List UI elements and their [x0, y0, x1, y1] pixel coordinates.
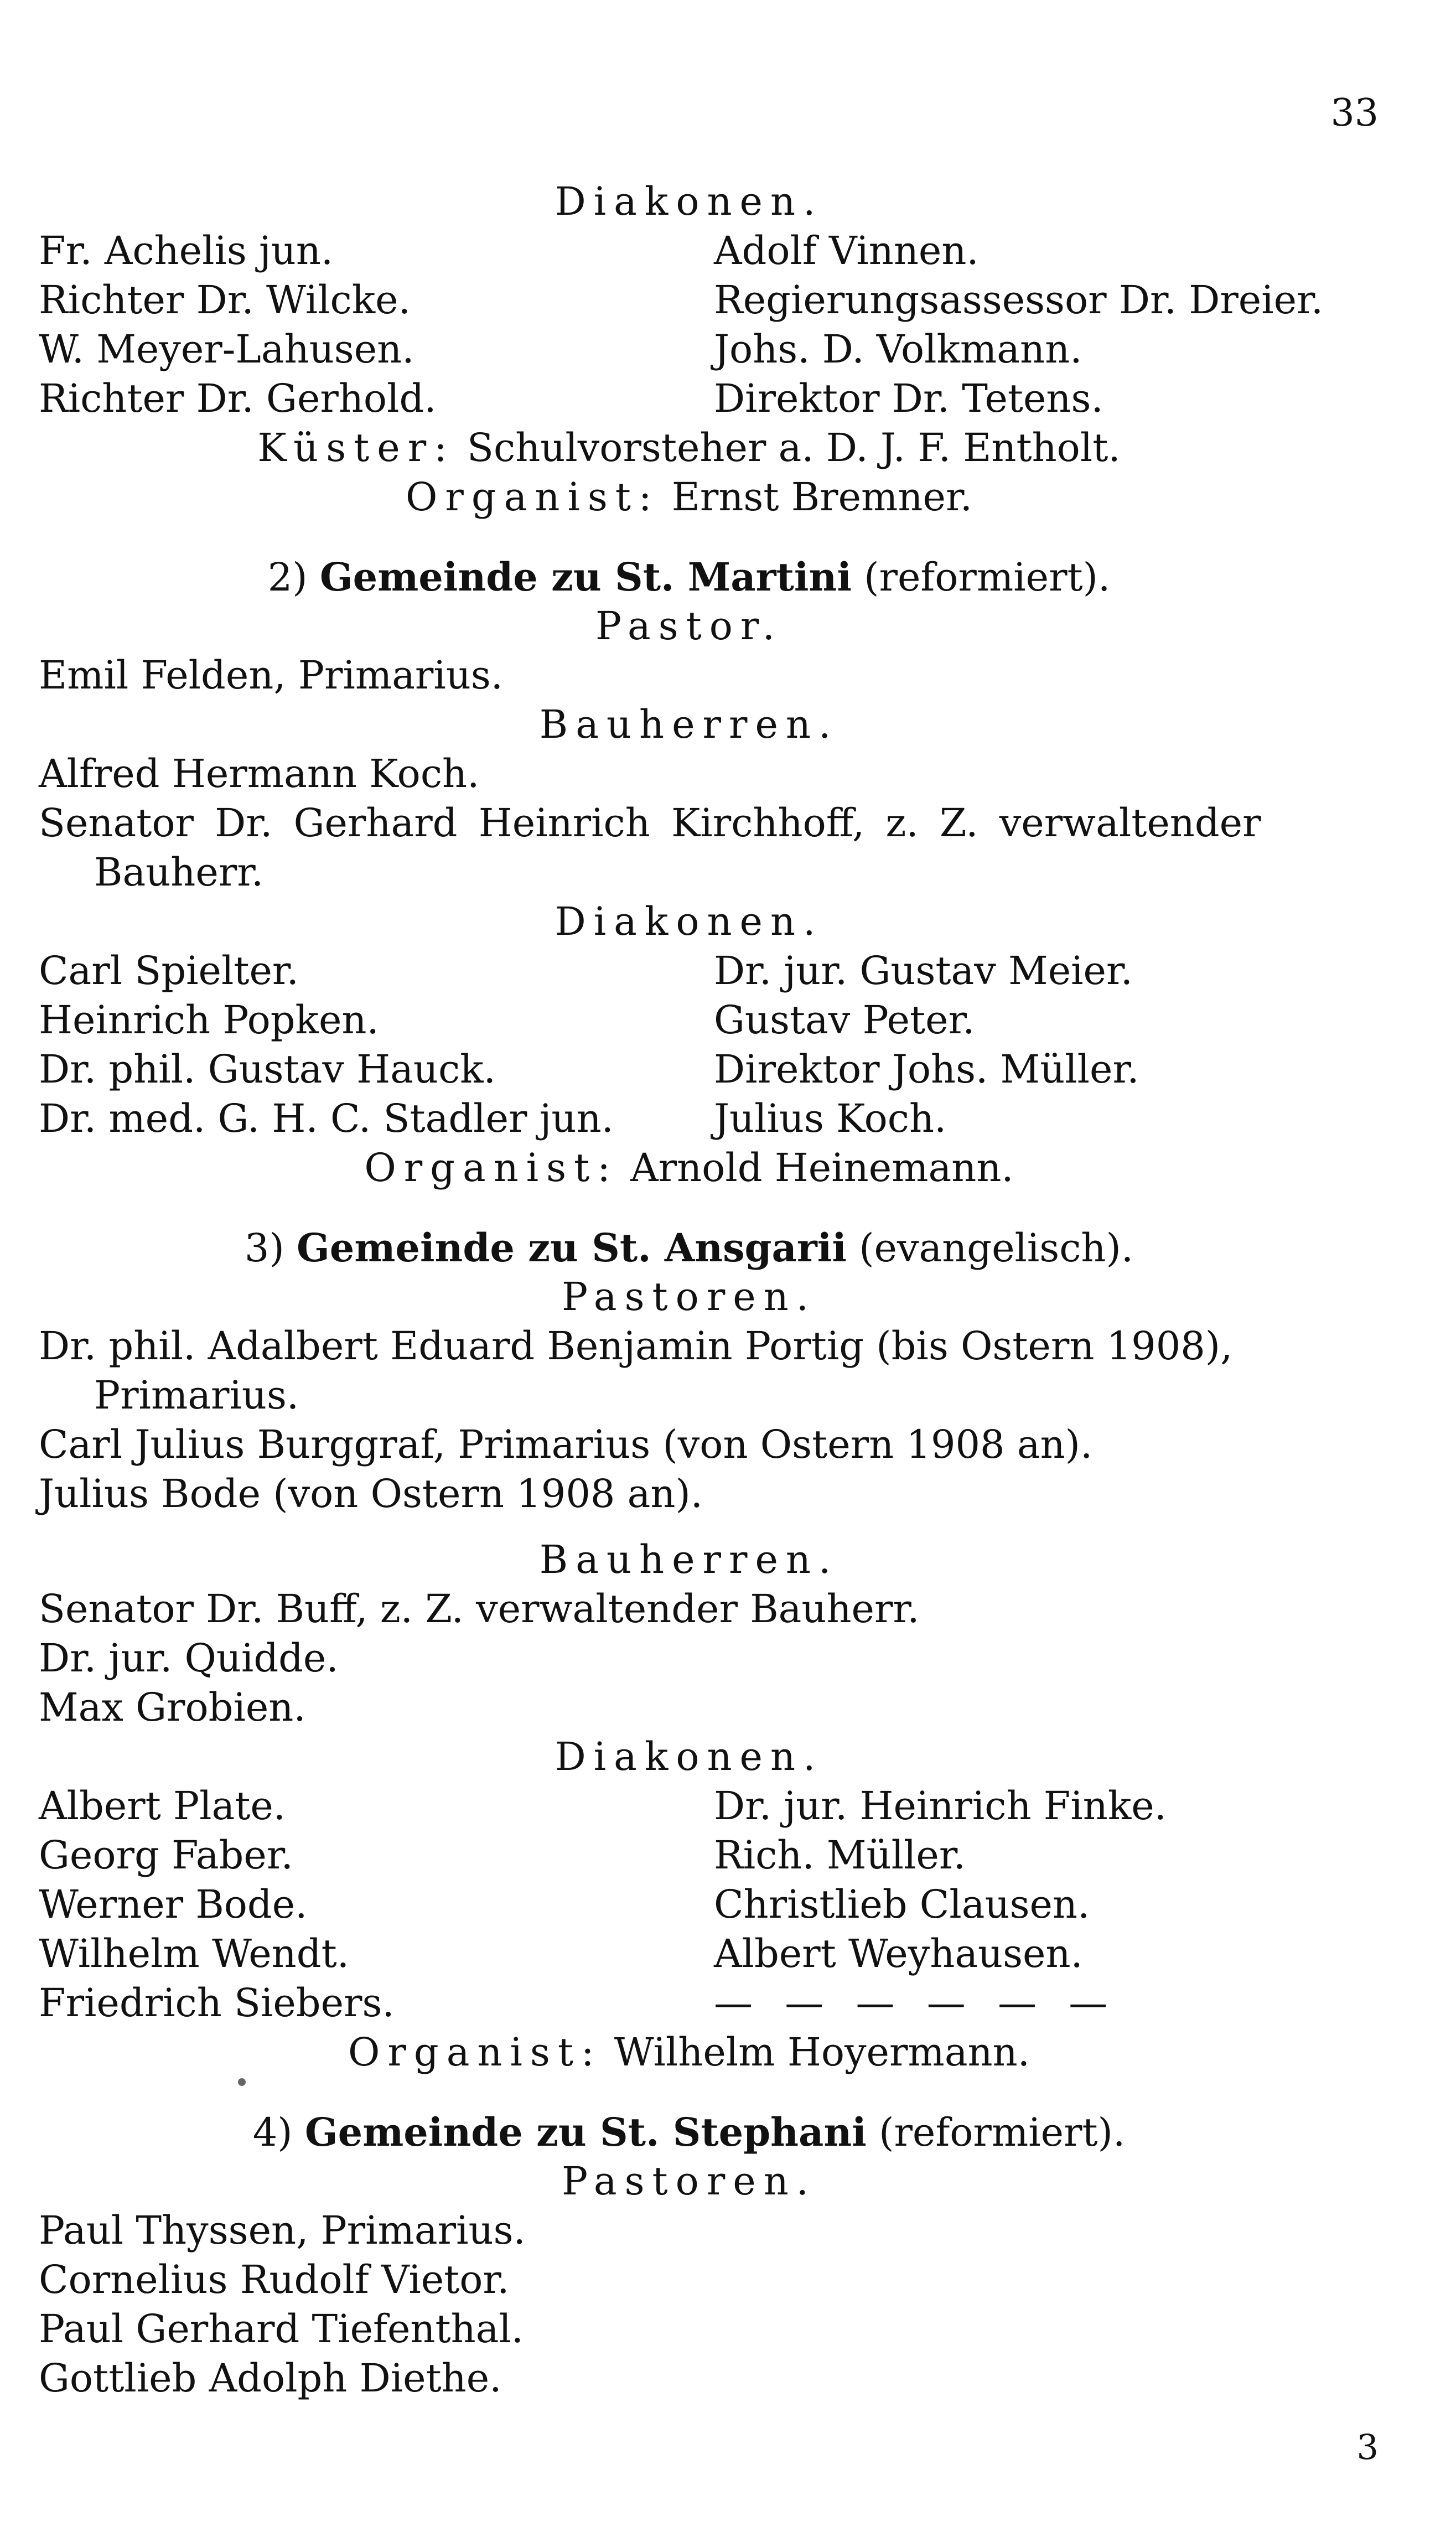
diakon-name: Georg Faber. [39, 1832, 293, 1878]
page-number: 33 [1330, 91, 1379, 135]
diakon-name: Dr. jur. Heinrich Finke. [714, 1783, 1167, 1829]
diakon-name: Richter Dr. Gerhold. [39, 376, 437, 421]
organist-label: Organist: [406, 474, 660, 520]
bauherr-name-continued: Bauherr. [94, 850, 264, 895]
section-number: 2) [267, 555, 308, 600]
organist-line [39, 2028, 1339, 2077]
section-church-name: Gemeinde zu St. Martini [319, 554, 852, 600]
diakon-name: Albert Weyhausen. [714, 1931, 1083, 1976]
diakonen-row [39, 1880, 1339, 1929]
diakon-name: Christlieb Clausen. [714, 1882, 1090, 1927]
pastor-name: Paul Thyssen, Primarius. [39, 2208, 526, 2253]
diakon-name: Gustav Peter. [714, 997, 975, 1043]
kuester-line [39, 423, 1339, 473]
diakon-name: Adolf Vinnen. [714, 228, 979, 273]
section-title [39, 1223, 1339, 1272]
section-denomination: (reformiert). [864, 555, 1111, 600]
diakon-name: Dr. jur. Gustav Meier. [714, 948, 1133, 993]
diakonen-row [39, 226, 1339, 276]
diakonen-row [39, 1782, 1339, 1831]
diakon-name: Dr. med. G. H. C. Stadler jun. [39, 1096, 614, 1141]
section-denomination: (evangelisch). [859, 1225, 1134, 1271]
diakon-name: Dr. phil. Gustav Hauck. [39, 1047, 496, 1092]
vacancy-dashes: — — — — — — [714, 1980, 1118, 2026]
bauherr-name: Max Grobien. [39, 1685, 306, 1730]
section-church-name: Gemeinde zu St. Stephani [304, 2109, 867, 2155]
diakon-name: Albert Plate. [39, 1783, 286, 1829]
diakon-name: Regierungsassessor Dr. Dreier. [714, 277, 1324, 323]
pastor-name: Carl Julius Burggraf, Primarius (von Ostern 1908 an). [39, 1422, 1093, 1467]
diakonen-row [39, 1094, 1339, 1143]
diakon-name: Heinrich Popken. [39, 997, 379, 1043]
pastoren-heading: Pastoren. [561, 1274, 817, 1319]
pastor-name: Gottlieb Adolph Diethe. [39, 2355, 502, 2401]
diakonen-heading: Diakonen. [555, 899, 823, 944]
diakon-name: Julius Koch. [714, 1096, 947, 1141]
diakon-name: Werner Bode. [39, 1882, 308, 1927]
diakon-name: Direktor Johs. Müller. [714, 1047, 1139, 1092]
diakonen-row [39, 1045, 1339, 1094]
diakonen-row [39, 996, 1339, 1045]
bauherr-name: Senator Dr. Buff, z. Z. verwaltender Bauherr. [39, 1586, 920, 1632]
organist-name: Ernst Bremner. [671, 474, 972, 520]
kuester-name: Schulvorsteher a. D. J. F. Entholt. [467, 425, 1121, 470]
diakonen-row [39, 374, 1339, 423]
pastor-name: Paul Gerhard Tiefenthal. [39, 2306, 524, 2352]
diakonen-row [39, 1929, 1339, 1979]
ink-speck [238, 2078, 246, 2086]
pastoren-heading: Pastoren. [561, 2158, 817, 2204]
organist-name: Arnold Heinemann. [630, 1145, 1014, 1190]
pastor-name: Julius Bode (von Ostern 1908 an). [39, 1471, 703, 1516]
section-number: 3) [244, 1225, 284, 1271]
diakonen-row [39, 1831, 1339, 1880]
diakonen-heading: Diakonen. [555, 1734, 823, 1779]
diakonen-row [39, 946, 1339, 996]
pastor-name-continued: Primarius. [94, 1373, 299, 1418]
pastor-name: Emil Felden, Primarius. [39, 653, 504, 698]
signature-number: 3 [1356, 2427, 1379, 2467]
diakonen-row [39, 325, 1339, 374]
diakon-name: W. Meyer-Lahusen. [39, 327, 414, 372]
bauherren-heading: Bauherren. [539, 702, 839, 747]
organist-line [39, 1143, 1339, 1193]
kuester-label: Küster: [257, 425, 455, 470]
diakon-name: Carl Spielter. [39, 948, 299, 993]
bauherr-name: Senator Dr. Gerhard Heinrich Kirchhoff, z. Z. verwaltender [39, 800, 1261, 846]
organist-label: Organist: [364, 1145, 618, 1190]
pastor-name: Cornelius Rudolf Vietor. [39, 2257, 510, 2302]
section-church-name: Gemeinde zu St. Ansgarii [297, 1225, 847, 1271]
organist-line [39, 473, 1339, 522]
section-title [39, 2108, 1339, 2157]
bauherr-name: Alfred Hermann Koch. [39, 751, 480, 796]
diakon-name: Rich. Müller. [714, 1832, 966, 1878]
section-number: 4) [252, 2110, 293, 2155]
diakon-name: Johs. D. Volkmann. [714, 327, 1082, 372]
bauherr-name: Dr. jur. Quidde. [39, 1635, 339, 1681]
section-title [39, 552, 1339, 602]
diakon-name: Wilhelm Wendt. [39, 1931, 349, 1976]
diakon-name: Fr. Achelis jun. [39, 228, 334, 273]
organist-label: Organist: [348, 2029, 602, 2075]
pastor-heading: Pastor. [595, 603, 783, 649]
diakonen-row [39, 1979, 1339, 2028]
diakon-name: Friedrich Siebers. [39, 1980, 395, 2026]
diakon-name: Direktor Dr. Tetens. [714, 376, 1103, 421]
bauherren-heading: Bauherren. [539, 1537, 839, 1582]
organist-name: Wilhelm Hoyermann. [614, 2029, 1030, 2075]
diakonen-heading: Diakonen. [555, 179, 823, 224]
pastor-name: Dr. phil. Adalbert Eduard Benjamin Portig (bis Ostern 1908), [39, 1323, 1233, 1369]
page-body [39, 177, 1339, 2403]
diakon-name: Richter Dr. Wilcke. [39, 277, 411, 323]
section-denomination: (reformiert). [879, 2110, 1126, 2155]
diakonen-row [39, 276, 1339, 325]
